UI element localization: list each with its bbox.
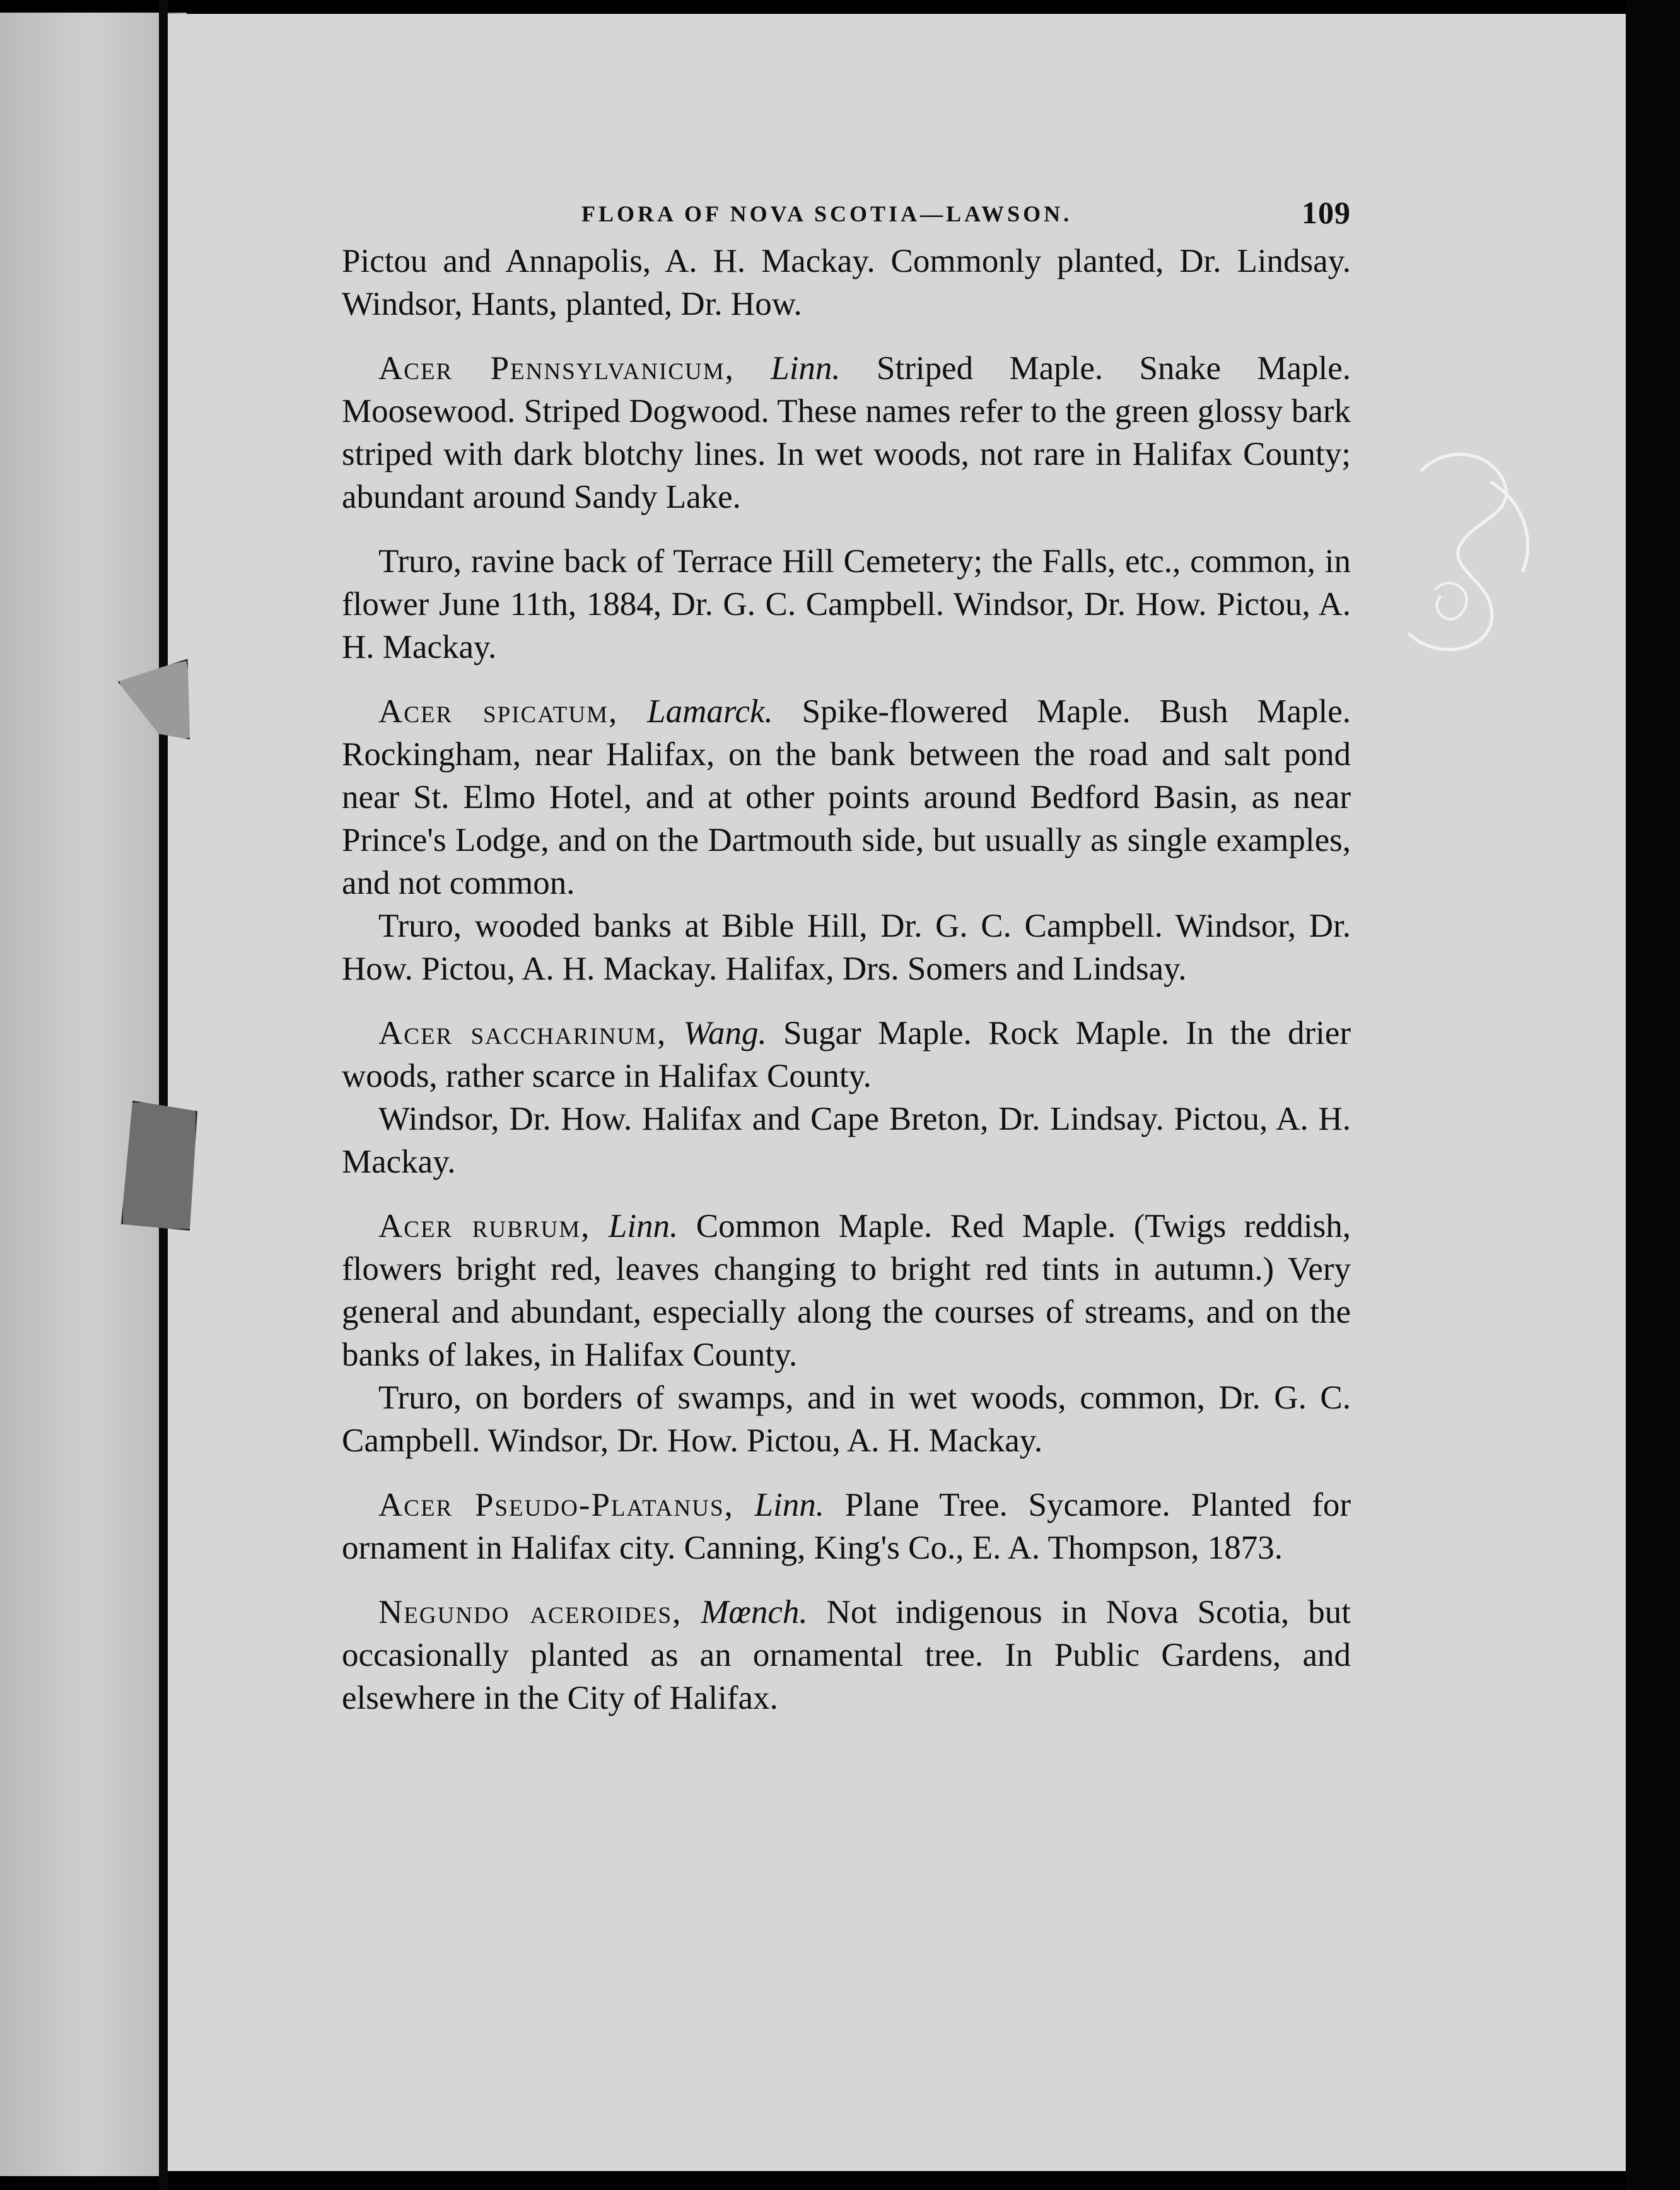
paragraph-text: Truro, ravine back of Terrace Hill Cemetery; the Falls, etc., common, in flower June 11th, 1884, Dr. G. C. Campbell. Windsor, Dr. How. Pictou, A. H. Mackay. xyxy=(342,543,1351,665)
body-text xyxy=(342,240,1351,1719)
page-number: 109 xyxy=(1302,195,1351,230)
locality-note xyxy=(342,1098,1351,1183)
species-authority: Linn. xyxy=(608,1208,679,1244)
species-authority: Linn. xyxy=(771,350,841,387)
paragraph-text: Truro, wooded banks at Bible Hill, Dr. G. C. Campbell. Windsor, Dr. How. Pictou, A. H. Mackay. Halifax, Drs. Somers and Lindsay. xyxy=(342,908,1351,987)
paragraph-text: Pictou and Annapolis, A. H. Mackay. Commonly planted, Dr. Lindsay. Windsor, Hants, planted, Dr. How. xyxy=(342,243,1351,322)
paragraph-text: Sugar Maple. Rock Maple. In the drier woods, rather scarce in Halifax County. xyxy=(342,1015,1351,1094)
species-name: Acer saccharinum, xyxy=(378,1015,667,1051)
species-entry xyxy=(342,1205,1351,1376)
species-entry xyxy=(342,347,1351,518)
running-head xyxy=(342,189,1351,240)
locality-note xyxy=(342,905,1351,990)
paragraph-text: Truro, on borders of swamps, and in wet woods, common, Dr. G. C. Campbell. Windsor, Dr. How. Pictou, A. H. Mackay. xyxy=(342,1379,1351,1459)
locality-note xyxy=(342,540,1351,669)
species-name: Acer rubrum, xyxy=(378,1208,591,1244)
binding-tape-fragment xyxy=(121,1101,197,1231)
page-content xyxy=(342,189,1351,1719)
species-name: Negundo aceroides, xyxy=(378,1594,682,1631)
species-entry xyxy=(342,1012,1351,1098)
species-entry xyxy=(342,1591,1351,1719)
running-title: FLORA OF NOVA SCOTIA—LAWSON. xyxy=(581,201,1073,226)
paragraph-text: Not indigenous in Nova Scotia, but occasionally planted as an ornamental tree. In Public Gardens, and elsewhere in the City of Halifax. xyxy=(342,1594,1351,1716)
species-authority: Wang. xyxy=(683,1015,767,1051)
species-name: Acer spicatum, xyxy=(378,693,619,730)
continuation-paragraph xyxy=(342,240,1351,325)
paragraph-text: Striped Maple. Snake Maple. Moosewood. Striped Dogwood. These names refer to the green glossy bark striped with dark blotchy lines. In wet woods, not rare in Halifax County; abundant around Sandy Lake. xyxy=(342,350,1351,515)
facing-page-edge xyxy=(0,13,163,2176)
paragraph-text: Spike-flowered Maple. Bush Maple. Rockingham, near Halifax, on the bank between the road and salt pond near St. Elmo Hotel, and at other points around Bedford Basin, as near Prince's Lodge, and on the Dartmouth side, but usually as single examples, and not common. xyxy=(342,693,1351,901)
paragraph-text: Common Maple. Red Maple. (Twigs reddish, flowers bright red, leaves changing to bright red tints in autumn.) Very general and abundant, especially along the courses of streams, and on the banks of lakes, in Halifax County. xyxy=(342,1208,1351,1373)
paragraph-text: Windsor, Dr. How. Halifax and Cape Breton, Dr. Lindsay. Pictou, A. H. Mackay. xyxy=(342,1101,1351,1180)
paragraph-text: Plane Tree. Sycamore. Planted for ornament in Halifax city. Canning, King's Co., E. A. Thompson, 1873. xyxy=(342,1487,1351,1566)
species-authority: Linn. xyxy=(754,1487,824,1523)
species-name: Acer Pennsylvanicum, xyxy=(378,350,735,387)
species-entry xyxy=(342,1484,1351,1569)
binding-gutter xyxy=(159,0,168,2190)
pencil-scribble-mark xyxy=(1397,445,1542,678)
species-name: Acer Pseudo-Platanus, xyxy=(378,1487,734,1523)
species-authority: Lamarck. xyxy=(647,693,773,730)
scan-border-right xyxy=(1626,0,1680,2190)
species-authority: Mœnch. xyxy=(701,1594,808,1631)
species-entry xyxy=(342,690,1351,905)
locality-note xyxy=(342,1376,1351,1462)
